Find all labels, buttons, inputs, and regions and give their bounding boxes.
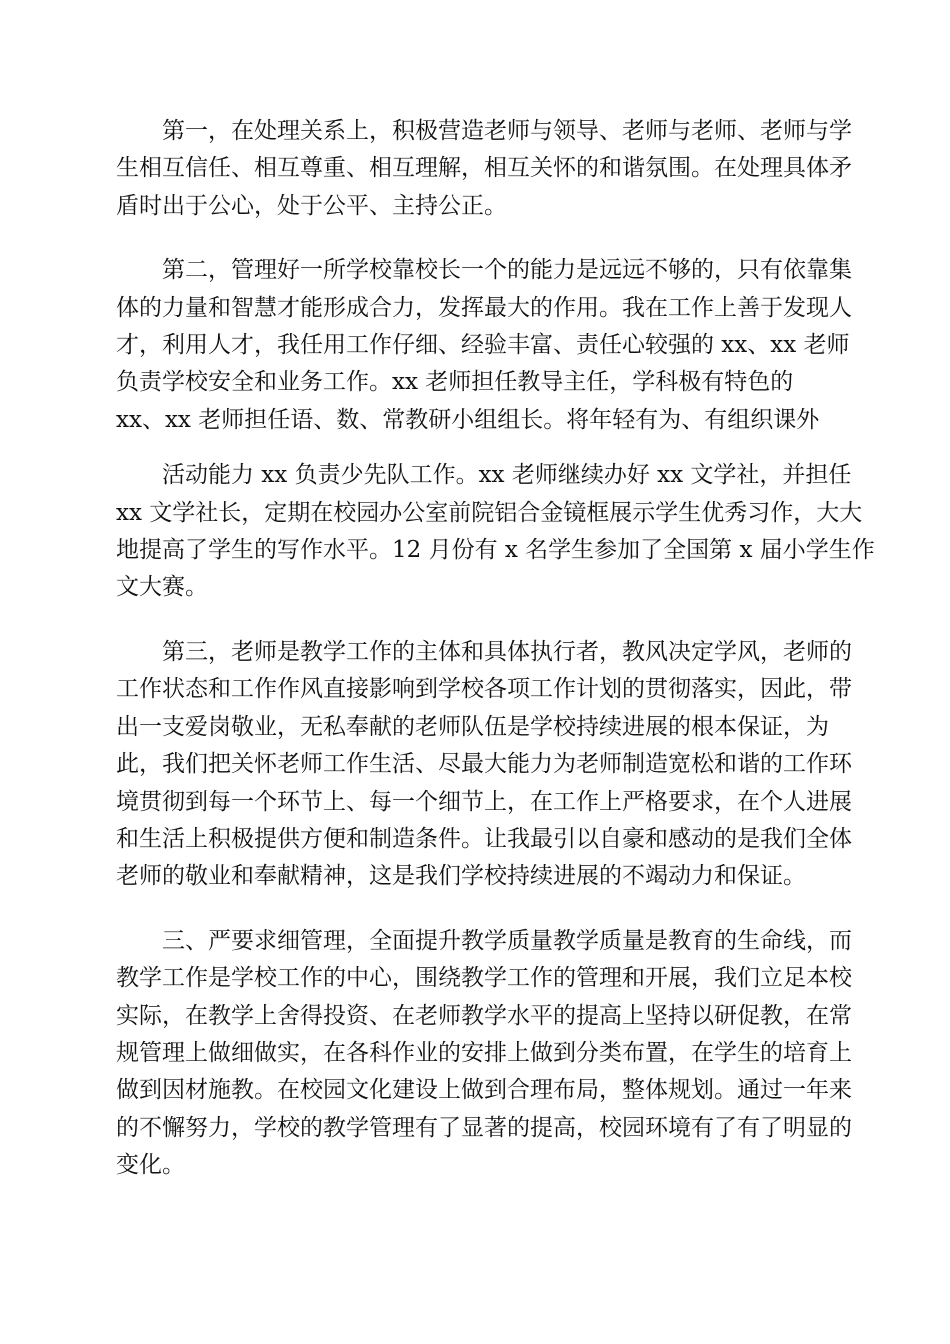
paragraph-3 bbox=[116, 457, 875, 607]
paragraph-line: 三、严要求细管理，全面提升教学质量教学质量是教育的生命线，而 bbox=[162, 927, 852, 954]
paragraph-line: 工作状态和工作作风直接影响到学校各项工作计划的贯彻落实，因此，带 bbox=[116, 676, 852, 703]
paragraph-line: 生相互信任、相互尊重、相互理解，相互关怀的和谐氛围。在处理具体矛 bbox=[116, 155, 852, 182]
paragraph-line: 实际，在教学上舍得投资、在老师教学水平的提高上坚持以研促教，在常 bbox=[116, 1002, 852, 1029]
paragraph-1 bbox=[116, 113, 852, 225]
paragraph-line: 第三，老师是教学工作的主体和具体执行者，教风决定学风，老师的 bbox=[162, 638, 852, 665]
paragraph-line: 境贯彻到每一个环节上、每一个细节上，在工作上严格要求，在个人进展 bbox=[116, 788, 852, 815]
paragraph-line: 变化。 bbox=[116, 1152, 185, 1179]
paragraph-line: 盾时出于公心，处于公平、主持公正。 bbox=[116, 192, 507, 219]
paragraph-line: 和生活上积极提供方便和制造条件。让我最引以自豪和感动的是我们全体 bbox=[116, 825, 852, 852]
paragraph-line: xx、xx 老师担任语、数、常教研小组组长。将年轻有为、有组织课外 bbox=[116, 406, 820, 433]
paragraph-5 bbox=[116, 923, 852, 1185]
paragraph-2 bbox=[116, 252, 852, 439]
paragraph-line: 才，利用人才，我任用工作仔细、经验丰富、责任心较强的 xx、xx 老师 bbox=[116, 332, 850, 359]
paragraph-line: 教学工作是学校工作的中心，围绕教学工作的管理和开展，我们立足本校 bbox=[116, 965, 852, 992]
paragraph-line: 老师的敬业和奉献精神，这是我们学校持续进展的不竭动力和保证。 bbox=[116, 863, 806, 890]
paragraph-line: 文大赛。 bbox=[116, 574, 208, 601]
paragraph-line: 负责学校安全和业务工作。xx 老师担任教导主任，学科极有特色的 bbox=[116, 369, 794, 396]
paragraph-line: 地提高了学生的写作水平。12 月份有 x 名学生参加了全国第 x 届小学生作 bbox=[116, 537, 875, 564]
paragraph-line: 第一，在处理关系上，积极营造老师与领导、老师与老师、老师与学 bbox=[162, 118, 852, 144]
paragraph-line: 体的力量和智慧才能形成合力，发挥最大的作用。我在工作上善于发现人 bbox=[116, 294, 852, 321]
paragraph-line: 的不懈努力，学校的教学管理有了显著的提高，校园环境有了有了明显的 bbox=[116, 1114, 852, 1141]
paragraph-line: 活动能力 xx 负责少先队工作。xx 老师继续办好 xx 文学社，并担任 bbox=[162, 462, 852, 489]
paragraph-4 bbox=[116, 634, 852, 896]
paragraph-line: 此，我们把关怀老师工作生活、尽最大能力为老师制造宽松和谐的工作环 bbox=[116, 751, 852, 778]
document-page bbox=[116, 113, 875, 1212]
paragraph-line: 出一支爱岗敬业，无私奉献的老师队伍是学校持续进展的根本保证，为 bbox=[116, 713, 829, 740]
paragraph-line: 做到因材施教。在校园文化建设上做到合理布局，整体规划。通过一年来 bbox=[116, 1077, 852, 1104]
paragraph-line: 规管理上做细做实，在各科作业的安排上做到分类布置，在学生的培育上 bbox=[116, 1039, 852, 1066]
paragraph-line: 第二，管理好一所学校靠校长一个的能力是远远不够的，只有依靠集 bbox=[162, 257, 852, 284]
paragraph-line: xx 文学社长，定期在校园办公室前院铝合金镜框展示学生优秀习作，大大 bbox=[116, 499, 863, 526]
